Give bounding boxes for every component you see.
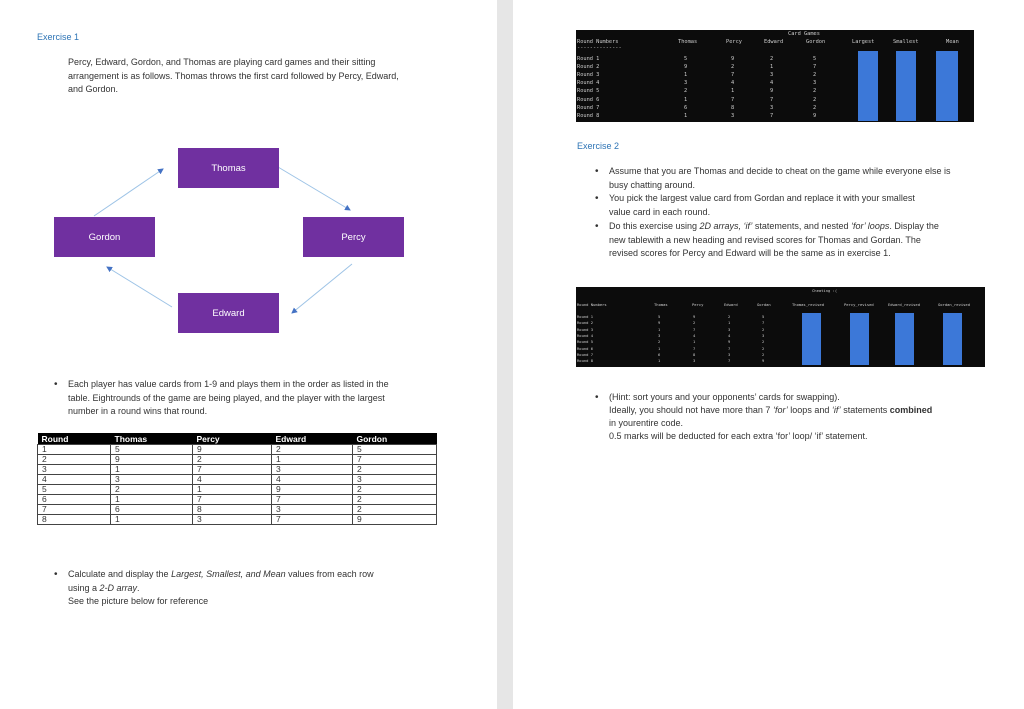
box-percy: Percy [303,217,404,257]
console-cell: 5 [813,56,817,62]
table-cell: 2 [38,455,111,465]
console-cell: 2 [684,88,688,95]
table-row [38,505,437,515]
table-cell: 1 [111,495,193,505]
ex2-bullet-3-emphasis: 2D arrays, ‘if’ [699,221,753,231]
console-header: Largest [852,39,875,45]
table-cell: 3 [38,465,111,475]
table-cell: 7 [353,455,437,465]
console-cell: 2 [731,64,735,71]
ex2-bullet-3-text: Do this exercise using [609,221,700,231]
console-cell: 9 [728,339,731,345]
table-header: Round [38,433,111,445]
console-row-label: Round 4 [577,332,594,338]
table-cell: 1 [193,485,272,495]
table-cell: 2 [353,485,437,495]
bullet-1-line-1: Each player has value cards from 1-9 and plays them in the order as listed in the [68,379,389,389]
bullet-1-line-2: table. Eightrounds of the game are being played, and the player with the largest [68,392,385,403]
gordan-revised-bar [943,313,962,365]
console-cell: 1 [658,345,661,351]
mean-column-bar [936,51,958,121]
console-cell: 9 [762,358,765,364]
table-header: Thomas [111,433,193,445]
console-header: Gordon [806,39,826,45]
console-cell: 2 [762,339,765,345]
table-cell: 5 [353,445,437,455]
console-cell: 2 [728,314,731,319]
exercise-1-title: Exercise 1 [37,32,80,42]
console-cell: 3 [813,80,817,87]
console-row-label: Round 3 [577,326,594,332]
table-header: Gordon [353,433,437,445]
console-cell: 1 [658,358,661,364]
table-header: Edward [272,433,353,445]
console-cell: 2 [762,345,765,351]
console-cell: 1 [684,72,688,79]
bullet-2-text: Calculate and display the [68,569,172,579]
hint-text: statements [840,405,890,415]
console-cell: 7 [728,358,731,364]
table-cell: 4 [272,475,353,485]
bullet-2-text: . [137,582,140,593]
bullet-2-line-1 [68,568,468,582]
console-cell: 7 [731,72,735,79]
table-cell: 2 [353,505,437,515]
console-cell: 7 [693,326,696,332]
page-1 [0,0,497,709]
console-title: Cheating :( [812,288,838,293]
console-cell: 4 [731,80,735,87]
hint-line-1: (Hint: sort yours and your opponents’ cards for swapping). [609,392,840,402]
table-row [38,475,437,485]
console-cell: 6 [684,104,688,111]
hint-bullet: • (Hint: sort yours and your opponents’ cards for swapping). Ideally, you should not have more than 7 ‘for’ loops and ‘if’ statements combined in yourentire code. 0.5 marks will be deducted for each extra ‘for’ loop/ ‘if’ statement. [609,391,999,443]
table-cell: 4 [193,475,272,485]
page-2 [513,0,1024,709]
console-header: Edward_revised [888,302,921,307]
ex2-bullet-2-line-2: value card in each round. [609,206,711,217]
table-cell: 7 [193,495,272,505]
console-cell: 9 [770,88,774,95]
console-cell: 1 [728,320,731,326]
console-row-label: Round 2 [577,320,594,326]
bullet-2-line-2 [68,582,468,596]
console-header: Thomas [678,39,698,45]
console-cell: 2 [813,72,817,79]
table-row [38,515,437,525]
console-header: Gordan [757,302,771,307]
console-cell: 2 [762,326,765,332]
console-cell: 7 [813,64,817,71]
largest-column-bar [858,51,878,121]
ex2-bullet-3-line-3: revised scores for Percy and Edward will be the same as in exercise 1. [609,248,891,258]
console-cell: 8 [731,104,735,111]
table-cell: 1 [111,465,193,475]
console-row-label: Round 3 [577,72,600,79]
console-cell: 5 [684,56,688,62]
console-title: Card Games [788,31,820,37]
table-cell: 9 [111,455,193,465]
ex2-bullet-1-line-1: Assume that you are Thomas and decide to cheat on the game while everyone else is [609,166,951,176]
console-header: Percy [726,39,742,45]
console-cell: 1 [684,96,688,103]
arrow-thomas-percy [278,167,350,210]
table-cell: 3 [272,505,353,515]
console-cell: 4 [770,80,774,87]
ex2-bullet-2-line-1: You pick the largest value card from Gordan and replace it with your smallest [609,193,915,203]
table-cell: 7 [38,505,111,515]
intro-line-2: arrangement is as follows. Thomas throws the first card followed by Percy, Edward, [68,70,399,81]
table-cell: 1 [111,515,193,525]
hint-line-2 [609,404,999,417]
console-cell: 3 [684,80,688,87]
console-cell: 4 [728,332,731,338]
table-cell: 3 [193,515,272,525]
table-cell: 5 [111,445,193,455]
table-cell: 6 [38,495,111,505]
table-header-row [38,433,437,445]
console-cell: 7 [770,96,774,103]
ex2-bullet-3-line-1 [609,220,999,234]
console-row-label: Round 4 [577,80,600,87]
hint-line-3: in yourentire code. [609,418,684,428]
console-header: Percy_revised [844,302,874,307]
table-body [38,445,437,525]
table-cell: 7 [272,515,353,525]
hint-text: loops and [787,405,832,415]
console-cell: 2 [693,320,696,326]
console-cell: 2 [813,88,817,95]
console-row-label: Round 6 [577,345,594,351]
console-cell: 3 [693,358,696,364]
table-cell: 9 [272,485,353,495]
ex2-bullet-1: • Assume that you are Thomas and decide to cheat on the game while everyone else is busy chatting around. [609,165,989,192]
table-cell: 9 [353,515,437,525]
console-cell: 1 [658,326,661,332]
console-cell: 4 [693,332,696,338]
console-cell: 7 [731,96,735,103]
table-row [38,485,437,495]
table-cell: 7 [193,465,272,475]
table-row [38,445,437,455]
table-cell: 8 [38,515,111,525]
table-row [38,495,437,505]
table-header: Percy [193,433,272,445]
box-gordon: Gordon [54,217,155,257]
ex2-bullet-1-line-2: busy chatting around. [609,179,696,190]
console-cell: 3 [770,104,774,111]
console-row-label: Round 8 [577,358,594,364]
hint-bold: combined [889,405,933,415]
table-cell: 6 [111,505,193,515]
console-cell: 1 [770,64,774,71]
console-row-label: Round 7 [577,104,600,111]
console-cell: 9 [813,112,817,119]
table-cell: 2 [111,485,193,495]
console-row-label: Round 6 [577,96,600,103]
console-header: Thomas_revised [792,302,825,307]
table-cell: 3 [272,465,353,475]
table-row [38,465,437,475]
box-thomas: Thomas [178,148,279,188]
console-cell: 2 [770,56,774,62]
bullet-2-text: values from each row [285,569,374,579]
ex2-bullet-3-emphasis: ‘for’ loops [850,221,890,231]
bullet-2-line-3: See the picture below for reference [68,596,209,606]
console-cell: 2 [813,104,817,111]
thomas-revised-bar [802,313,821,365]
table-cell: 1 [38,445,111,455]
console-cell: 3 [731,112,735,119]
console-row-label: Round 5 [577,88,600,95]
console-cell: 3 [762,332,765,338]
arrow-percy-edward [292,264,352,313]
bullet-2: • Calculate and display the Largest, Smallest, and Mean values from each row using a 2-D array. See the picture below for reference [68,568,468,609]
console-cell: 9 [658,320,661,326]
console-cell: 1 [684,112,688,119]
table-cell: 4 [38,475,111,485]
console-header: Mean [946,39,959,45]
bullet-1: • Each player has value cards from 1-9 and plays them in the order as listed in the table. Eightrounds of the game are being played, and the player with the largest number in a round wins that round. [68,378,448,419]
intro-line-3: and Gordon. [68,84,119,94]
exercise-2-title: Exercise 2 [577,141,620,151]
ex2-bullet-3-line-2: new tablewith a new heading and revised scores for Thomas and Gordan. The [609,234,921,245]
ex2-bullet-2: • You pick the largest value card from Gordan and replace it with your smallest value card in each round. [609,192,989,219]
table-cell: 7 [272,495,353,505]
console-cell: 3 [728,326,731,332]
console-cell: 1 [693,339,696,345]
console-cell: 7 [693,345,696,351]
console-cell: 3 [658,332,661,338]
console-header: Thomas [654,302,668,307]
console-cell: 2 [813,96,817,103]
ex2-bullet-3: • Do this exercise using 2D arrays, ‘if’ statements, and nested ‘for’ loops. Display the new tablewith a new heading and revised scores for Thomas and Gordan. The revised scores for Percy and Edward will be the same as in exercise 1. [609,220,999,261]
edward-revised-bar [895,313,914,365]
console-header: Edward [764,39,784,45]
console-row-label: Round 5 [577,339,594,345]
table-cell: 2 [193,455,272,465]
table-cell: 1 [272,455,353,465]
table-cell: 3 [353,475,437,485]
hint-emphasis: ‘if’ [831,405,841,415]
console-row-label: Round 8 [577,112,600,119]
bullet-1-line-3: number in a round wins that round. [68,406,208,416]
table-cell: 2 [353,495,437,505]
console-cell: 3 [770,72,774,79]
rounds-table [37,433,437,525]
console-cheating [576,287,985,367]
console-cell: 9 [684,64,688,71]
console-cell: 9 [693,314,696,319]
table-cell: 2 [353,465,437,475]
console-header: Edward [724,302,738,307]
table-cell: 2 [272,445,353,455]
console-cell: 5 [762,314,765,319]
hint-emphasis: ‘for’ [772,405,788,415]
table-cell: 5 [38,485,111,495]
bullet-2-emphasis: Largest, Smallest, and Mean [171,569,286,579]
table-cell: 8 [193,505,272,515]
console-row-label: Round 7 [577,351,594,357]
console-cell: 3 [728,351,731,357]
percy-revised-bar [850,313,869,365]
console-cell: 7 [728,345,731,351]
console-separator: -------------- [577,45,622,51]
console-cell: 7 [762,320,765,326]
console-cell: 1 [731,88,735,95]
console-cell: 2 [762,351,765,357]
console-row-label: Round 1 [577,314,594,319]
box-edward: Edward [178,293,279,333]
console-card-games [576,30,974,122]
table-cell: 3 [111,475,193,485]
arrow-gordon-thomas [94,169,163,216]
console-row-label: Round 2 [577,64,600,71]
intro-line-1: Percy, Edward, Gordon, and Thomas are playing card games and their sitting [68,57,376,67]
console-cell: 5 [658,314,661,319]
bullet-2-text: using a [68,582,100,593]
arrow-edward-gordon [107,267,172,307]
console-row-label: Round 1 [577,56,600,62]
hint-text: Ideally, you should not have more than 7 [609,405,773,415]
ex2-bullet-3-text: . Display the [889,221,939,231]
console-header: Round Numbers [577,39,619,45]
console-cell: 9 [731,56,735,62]
table-cell: 9 [193,445,272,455]
console-cell: 2 [658,339,661,345]
console-cell: 7 [770,112,774,119]
console-header: Gordan_revised [938,302,971,307]
console-header: Smallest [893,39,919,45]
table-row [38,455,437,465]
ex2-bullet-3-text: statements, and nested [752,221,851,231]
bullet-2-emphasis: 2-D array [99,582,138,593]
console-cell: 6 [658,351,661,357]
console-header: Percy [692,302,704,307]
console-cell: 8 [693,351,696,357]
hint-line-4: 0.5 marks will be deducted for each extra ‘for’ loop/ ‘if’ statement. [609,431,868,441]
console-header: Round Numbers [577,302,607,307]
smallest-column-bar [896,51,916,121]
